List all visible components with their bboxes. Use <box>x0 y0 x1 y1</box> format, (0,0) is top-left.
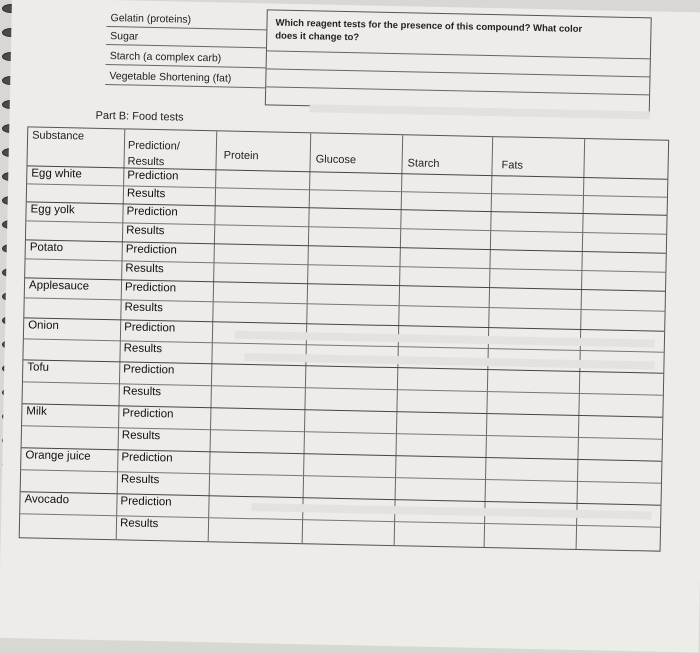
reagent-question-box <box>265 9 652 113</box>
compound-row: Vegetable Shortening (fat) <box>105 68 265 88</box>
header-substance: Substance <box>32 129 85 143</box>
prediction-label: Prediction <box>124 281 177 295</box>
part-a-compounds <box>105 6 267 105</box>
results-label: Results <box>126 224 165 238</box>
prediction-label: Prediction <box>123 363 175 377</box>
prediction-label: Prediction <box>122 407 174 421</box>
header-prediction-results: Prediction/ Results <box>127 139 181 169</box>
results-label: Results <box>126 187 166 201</box>
prediction-label: Prediction <box>124 321 176 335</box>
results-label: Results <box>123 342 163 356</box>
part-a-table <box>105 6 652 113</box>
answer-line <box>266 86 649 95</box>
substance-milk: Milk <box>26 405 47 418</box>
prediction-label: Prediction <box>127 169 179 183</box>
substance-avocado: Avocado <box>24 493 70 507</box>
prediction-label: Prediction <box>120 495 172 509</box>
results-label: Results <box>120 473 160 487</box>
header-fats: Fats <box>501 159 524 172</box>
substance-orange-juice: Orange juice <box>25 449 91 463</box>
prediction-label: Prediction <box>126 205 178 219</box>
compound-row: Sugar <box>106 28 266 48</box>
prediction-label: Prediction <box>121 451 173 465</box>
results-label: Results <box>122 385 162 399</box>
compound-row: Starch (a complex carb) <box>106 48 266 68</box>
results-label: Results <box>124 301 164 315</box>
column-divider <box>208 131 218 541</box>
part-b-title: Part B: Food tests <box>95 109 184 124</box>
results-label: Results <box>125 262 164 276</box>
compound-row: Gelatin (proteins) <box>106 10 266 30</box>
substance-onion: Onion <box>28 319 59 333</box>
prediction-label: Prediction <box>125 243 178 257</box>
substance-potato: Potato <box>29 241 64 255</box>
reagent-question: Which reagent tests for the presence of this compound? What color does it change to? <box>275 17 583 44</box>
answer-line <box>267 68 650 77</box>
header-glucose: Glucose <box>315 153 357 167</box>
substance-tofu: Tofu <box>27 361 50 374</box>
results-label: Results <box>119 517 159 531</box>
substance-applesauce: Applesauce <box>28 279 90 293</box>
answer-line <box>267 50 650 59</box>
header-protein: Protein <box>223 149 259 163</box>
header-starch: Starch <box>407 157 440 170</box>
substance-egg-white: Egg white <box>31 167 82 181</box>
results-label: Results <box>121 429 161 443</box>
substance-egg-yolk: Egg yolk <box>30 203 75 217</box>
